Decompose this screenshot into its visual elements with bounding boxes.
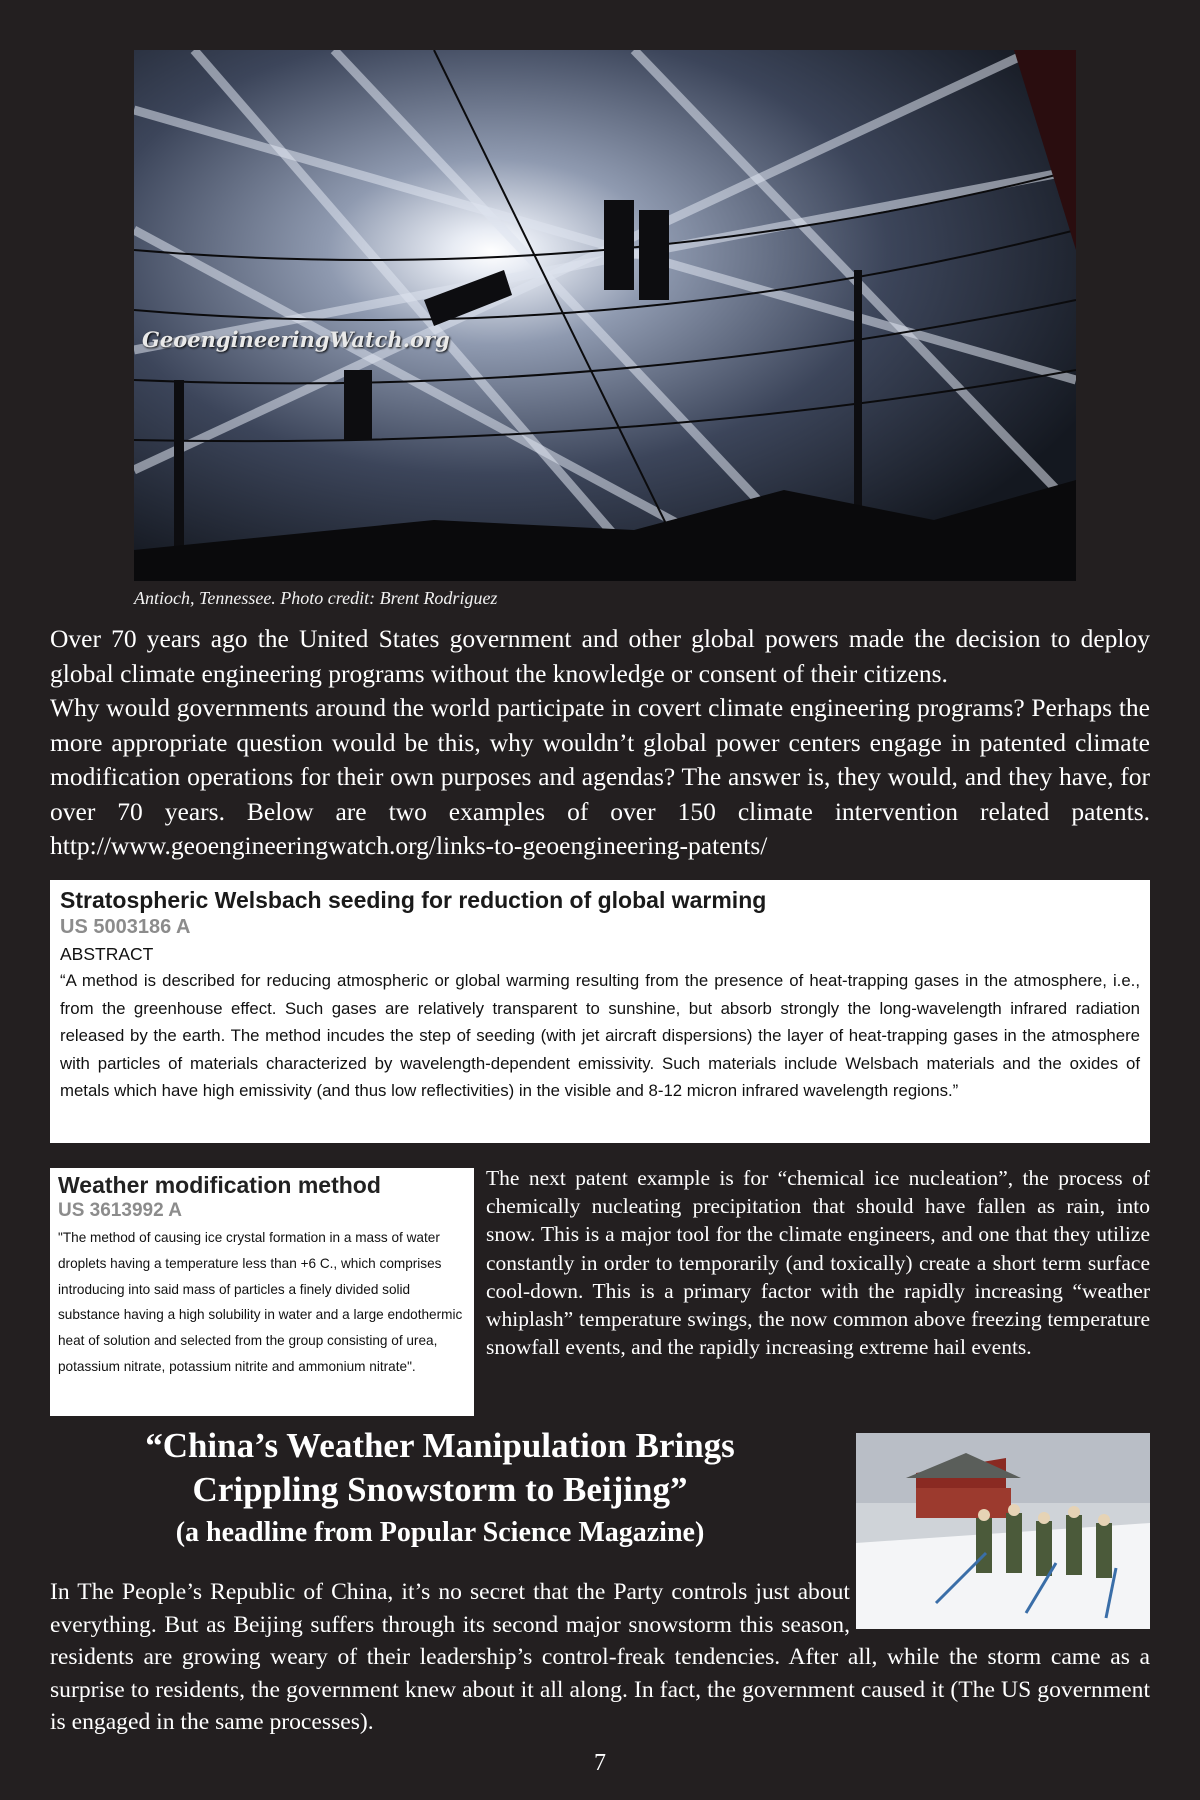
abstract-label: ABSTRACT <box>60 944 154 964</box>
sky-image <box>134 50 1076 581</box>
page-number: 7 <box>594 1750 606 1776</box>
photo-caption: Antioch, Tennessee. Photo credit: Brent Rodriguez <box>134 588 498 608</box>
china-headline <box>50 1424 830 1552</box>
watermark: GeoengineeringWatch.org <box>142 327 450 352</box>
china-paragraph-text: In The People’s Republic of China, it’s no secret that the Party controls just about everything. But as Beijing suffers through its second major snowstorm this season, residents are growing weary of their leadership’s control-freak tendencies. After all, while the storm came as a surprise to residents, the government knew about it all along. In fact, the government caused it (The US government is engaged in the same processes). <box>50 1579 1150 1735</box>
contrail-sky-photo <box>134 50 1076 581</box>
headline-line-2: Crippling Snowstorm to Beijing” <box>192 1470 688 1509</box>
patent-abstract: “A method is described for reducing atmospheric or global warming resulting from the presence of heat-trapping gases in the atmosphere, i.e., from the greenhouse effect. Such gases are relatively transparent to sunshine, but absorb strongly the long-wavelength infrared radiation released by the earth. The method incudes the step of seeding (with jet aircraft dispersions) the layer of heat-trapping gases in the atmosphere with particles of materials characterized by wavelength-dependent emissivity. Such materials include Welsbach materials and the oxides of metals which have high emissivity (and thus low reflectivities) in the visible and 8-12 micron infrared wavelength regions.” <box>60 971 1140 1100</box>
patent-number: US 5003186 A <box>60 916 191 938</box>
patent-box-weather-modification <box>50 1168 474 1416</box>
patent-text: "The method of causing ice crystal formation in a mass of water droplets having a temperature less than +6 C., which comprises introducing into said mass of particles a finely divided solid substance having a high solubility in water and a large endothermic heat of solution and selected from the group consisting of urea, potassium nitrate, potassium nitrite and ammonium nitrate". <box>58 1230 463 1374</box>
patent-title: Stratospheric Welsbach seeding for reduction of global warming <box>60 887 767 913</box>
intro-paragraph-2: Why would governments around the world participate in covert climate engineering programs? Perhaps the more appropriate question would be this, why wouldn’t global power centers engage in patented climate modification operations for their own purposes and agendas? The answer is, they would, and they have, for over 70 years. Below are two examples of over 150 climate intervention related patents. http://www.geoengineeringwatch.org/links-to-geoengineering-patents/ <box>50 693 1150 860</box>
subheadline: (a headline from Popular Science Magazine) <box>175 1517 705 1548</box>
china-paragraph <box>50 1576 1150 1739</box>
ice-nucleation-paragraph: The next patent example is for “chemical ice nucleation”, the process of chemically nucleating precipitation that should have fallen as rain, into snow. This is a major tool for the climate engineers, and one that they utilize constantly in order to temporarily (and toxically) create a short term surface cool-down. This is a primary factor with the rapidly increasing “weather whiplash” temperature swings, the now common above freezing temperature snowfall events, and the rapidly increasing extreme hail events. <box>486 1166 1150 1360</box>
patent-number: US 3613992 A <box>58 1200 182 1221</box>
headline-line-1: “China’s Weather Manipulation Brings <box>145 1426 735 1465</box>
patent-title: Weather modification method <box>58 1172 381 1198</box>
intro-paragraph-1: Over 70 years ago the United States government and other global powers made the decision to deploy global climate engineering programs without the knowledge or consent of their citizens. <box>50 624 1150 688</box>
image-wrap-spacer <box>850 1576 1150 1636</box>
patent-box-welsbach <box>50 880 1150 1143</box>
